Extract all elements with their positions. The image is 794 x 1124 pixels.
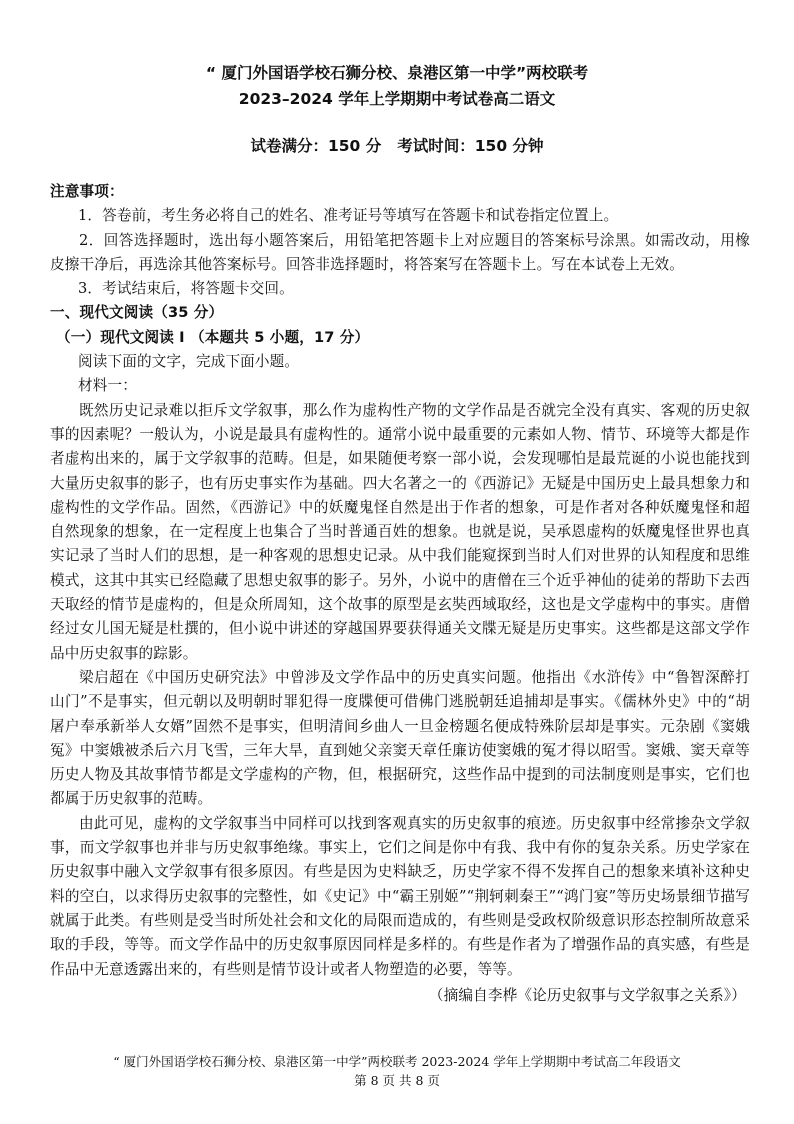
material-label: 材料一： — [78, 377, 137, 395]
footer-page-number: 第 8 页 共 8 页 — [354, 1073, 440, 1088]
exam-meta — [0, 134, 794, 158]
exam-title — [0, 60, 794, 112]
notice-heading: 注意事项： — [50, 183, 124, 200]
title-line-schools: “ 厦门外国语学校石狮分校、泉港区第一中学”两校联考 — [205, 64, 589, 82]
exam-content — [50, 180, 750, 1008]
section-heading: 一、现代文阅读（35 分） — [50, 304, 224, 322]
reading-instruction: 阅读下面的文字，完成下面小题。 — [78, 353, 300, 371]
notice-item-3: 3．考试结束后，将答题卡交回。 — [78, 280, 294, 298]
material-paragraph-1: 既然历史记录难以拒斥文学叙事，那么作为虚构性产物的文学作品是否就完全没有真实、客观的历史叙事的因素呢？一般认为，小说是最具有虚构性的。通常小说中最重要的元素如人物、情节、环境等大都是作者虚构出来的，属于文学叙事的范畴。但是，如果随便考察一部小说，会发现哪怕是最荒诞的小说也能找到大量历史叙事的影子，也有历史事实作为基础。四大名著之一的《西游记》无疑是中国历史上最具想象力和虚构性的文学作品。固然，《西游记》中的妖魔鬼怪自然是出于作者的想象，可是作者对各种妖魔鬼怪和超自然现象的想象，在一定程度上也集合了当时普通百姓的想象。也就是说，吴承恩虚构的妖魔鬼怪世界也真实记录了当时人们的思想，是一种客观的思想史记录。从中我们能窥探到当时人们对世界的认知程度和思维模式，这其中其实已经隐藏了思想史叙事的影子。另外，小说中的唐僧在三个近乎神仙的徒弟的帮助下去西天取经的情节是虚构的，但是众所周知，这个故事的原型是玄奘西域取经，这也是文学虚构中的事实。唐僧经过女儿国无疑是杜撰的，但小说中讲述的穿越国界要获得通关文牒无疑是历史事实。这些都是这部文学作品中历史叙事的踪影。 — [50, 401, 750, 662]
title-line-exam: 2023–2024 学年上学期期中考试卷高二语文 — [238, 90, 556, 108]
exam-time: 考试时间：150 分钟 — [397, 137, 544, 155]
notice-item-2: 2．回答选择题时，选出每小题答案后，用铅笔把答题卡上对应题目的答案标号涂黑。如需改动，用橡皮擦干净后，再选涂其他答案标号。回答非选择题时，将答案写在答题卡上。写在本试卷上无效。 — [50, 231, 750, 273]
notice-item-1: 1．答卷前，考生务必将自己的姓名、准考证号等填写在答题卡和试卷指定位置上。 — [78, 207, 619, 225]
material-paragraph-2: 梁启超在《中国历史研究法》中曾涉及文学作品中的历史真实问题。他指出《水浒传》中“鲁智深醉打山门”不是事实，但元朝以及明朝时罪犯得一度牒便可借佛门逃脱朝廷追捕却是事实。《儒林外史》中的“胡屠户奉承新举人女婿”固然不是事实，但明清间乡曲人一旦金榜题名便成特殊阶层却是事实。元杂剧《窦娥冤》中窦娥被杀后六月飞雪，三年大旱，直到她父亲窦天章任廉访使窦娥的冤才得以昭雪。窦娥、窦天章等历史人物及其故事情节都是文学虚构的产物，但，根据研究，这些作品中提到的司法制度则是事实，它们也都属于历史叙事的范畴。 — [50, 668, 750, 808]
footer-exam-info: “ 厦门外国语学校石狮分校、泉港区第一中学”两校联考 2023-2024 学年上学期期中考试高二年段语文 — [113, 1054, 681, 1069]
full-score: 试卷满分：150 分 — [250, 137, 382, 155]
material-source: （摘编自李桦《论历史叙事与文学叙事之关系》） — [428, 986, 746, 1004]
sub-section-heading: （一）现代文阅读 I （本题共 5 小题，17 分） — [56, 328, 370, 346]
material-paragraph-3: 由此可见，虚构的文学叙事当中同样可以找到客观真实的历史叙事的痕迹。历史叙事中经常掺杂文学叙事，而文学叙事也并非与历史叙事绝缘。事实上，它们之间是你中有我、我中有你的复杂关系。历史学家在历史叙事中融入文学叙事有很多原因。有些是因为史料缺乏，历史学家不得不发挥自己的想象来填补这种史料的空白，以求得历史叙事的完整性，如《史记》中“霸王别姬”“荆轲刺秦王”“鸿门宴”等历史场景细节描写就属于此类。有些则是受当时所处社会和文化的局限而造成的，有些则是受政权阶级意识形态控制所故意采取的手段，等等。而文学作品中的历史叙事原因同样是多样的。有些是作者为了增强作品的真实感，有些是作品中无意透露出来的，有些则是情节设计或者人物塑造的必要，等等。 — [50, 814, 750, 978]
page-footer — [0, 1052, 794, 1090]
